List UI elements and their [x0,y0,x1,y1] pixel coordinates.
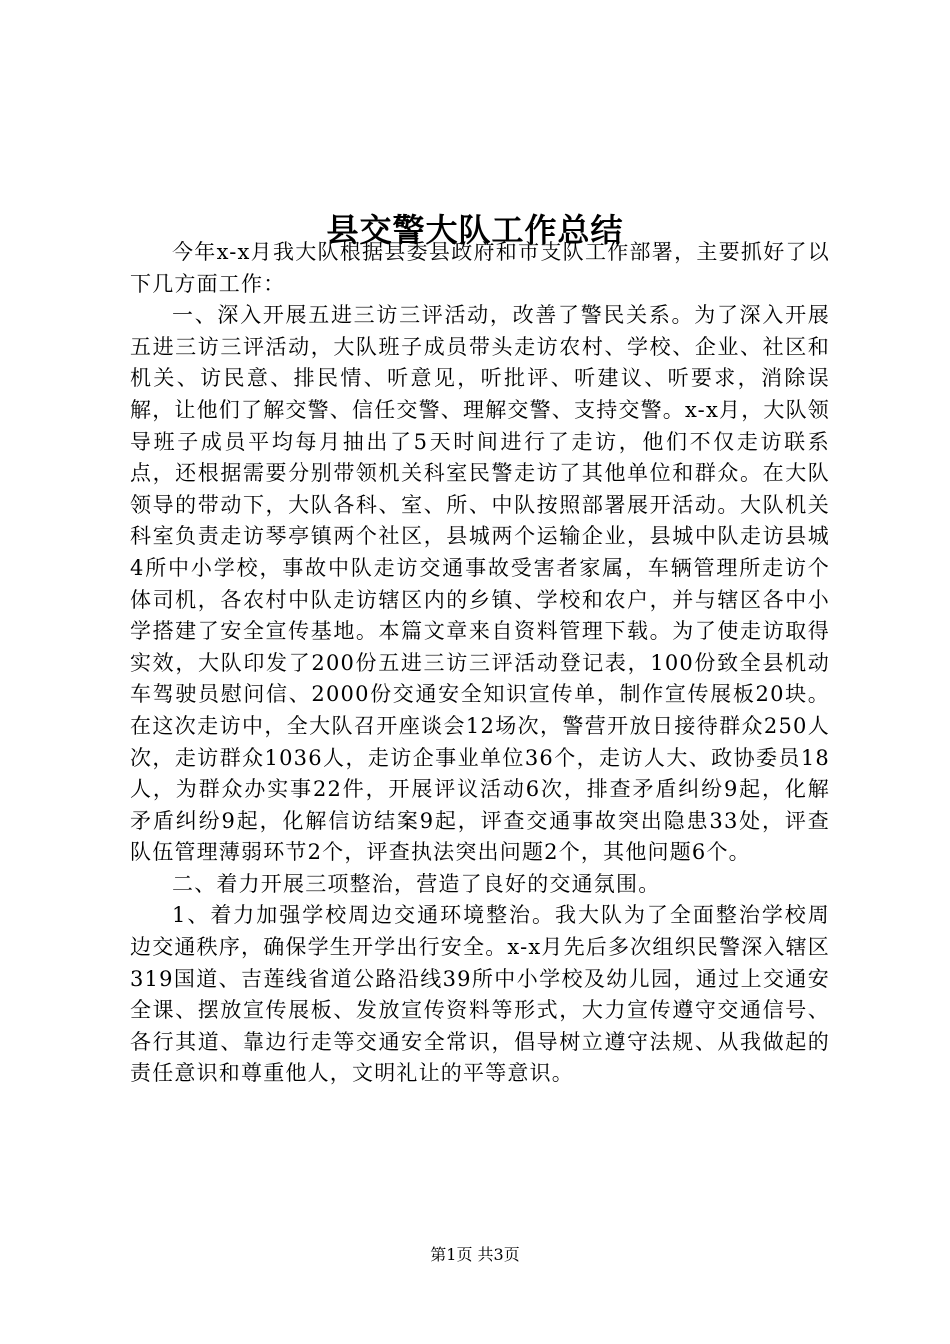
document-title: 县交警大队工作总结 [326,211,624,250]
paragraph-section-1: 一、深入开展五进三访三评活动，改善了警民关系。为了深入开展五进三访三评活动，大队班子成员带头走访农村、学校、企业、社区和机关、访民意、排民情、听意见，听批评、听建议、听要求，消除误解，让他们了解交警、信任交警、理解交警、支持交警。x-x月，大队领导班子成员平均每月抽出了5天时间进行了走访，他们不仅走访联系点，还根据需要分别带领机关科室民警走访了其他单位和群众。在大队领导的带动下，大队各科、室、所、中队按照部署展开活动。大队机关科室负责走访琴亭镇两个社区，县城两个运输企业，县城中队走访县城4所中小学校，事故中队走访交通事故受害者家属，车辆管理所走访个体司机，各农村中队走访辖区内的乡镇、学校和农户，并与辖区各中小学搭建了安全宣传基地。本篇文章来自资料管理下载。为了使走访取得实效，大队印发了200份五进三访三评活动登记表，100份致全县机动车驾驶员慰问信、2000份交通安全知识宣传单，制作宣传展板20块。在这次走访中，全大队召开座谈会12场次，警营开放日接待群众250人次，走访群众1036人，走访企事业单位36个，走访人大、政协委员18人，为群众办实事22件，开展评议活动6次，排查矛盾纠纷9起，化解矛盾纠纷9起，化解信访结案9起，评查交通事故突出隐患33处，评查队伍管理薄弱环节2个，评查执法突出问题2个，其他问题6个。 [130,303,831,865]
paragraph-section-2-item-1: 1、着力加强学校周边交通环境整治。我大队为了全面整治学校周边交通秩序，确保学生开学出行安全。x-x月先后多次组织民警深入辖区319国道、吉莲线省道公路沿线39所中小学校及幼儿园，通过上交通安全课、摆放宣传展板、发放宣传资料等形式，大力宣传遵守交通信号、各行其道、靠边行走等交通安全常识，倡导树立遵守法规、从我做起的责任意识和尊重他人，文明礼让的平等意识。 [130,903,831,1086]
paragraph-section-2: 二、着力开展三项整治，营造了良好的交通氛围。 [172,871,661,896]
page-footer: 第1页 共3页 [430,1245,520,1264]
document-body [130,237,830,1090]
paragraph-intro: 今年x-x月我大队根据县委县政府和市支队工作部署，主要抓好了以下几方面工作： [130,240,830,296]
